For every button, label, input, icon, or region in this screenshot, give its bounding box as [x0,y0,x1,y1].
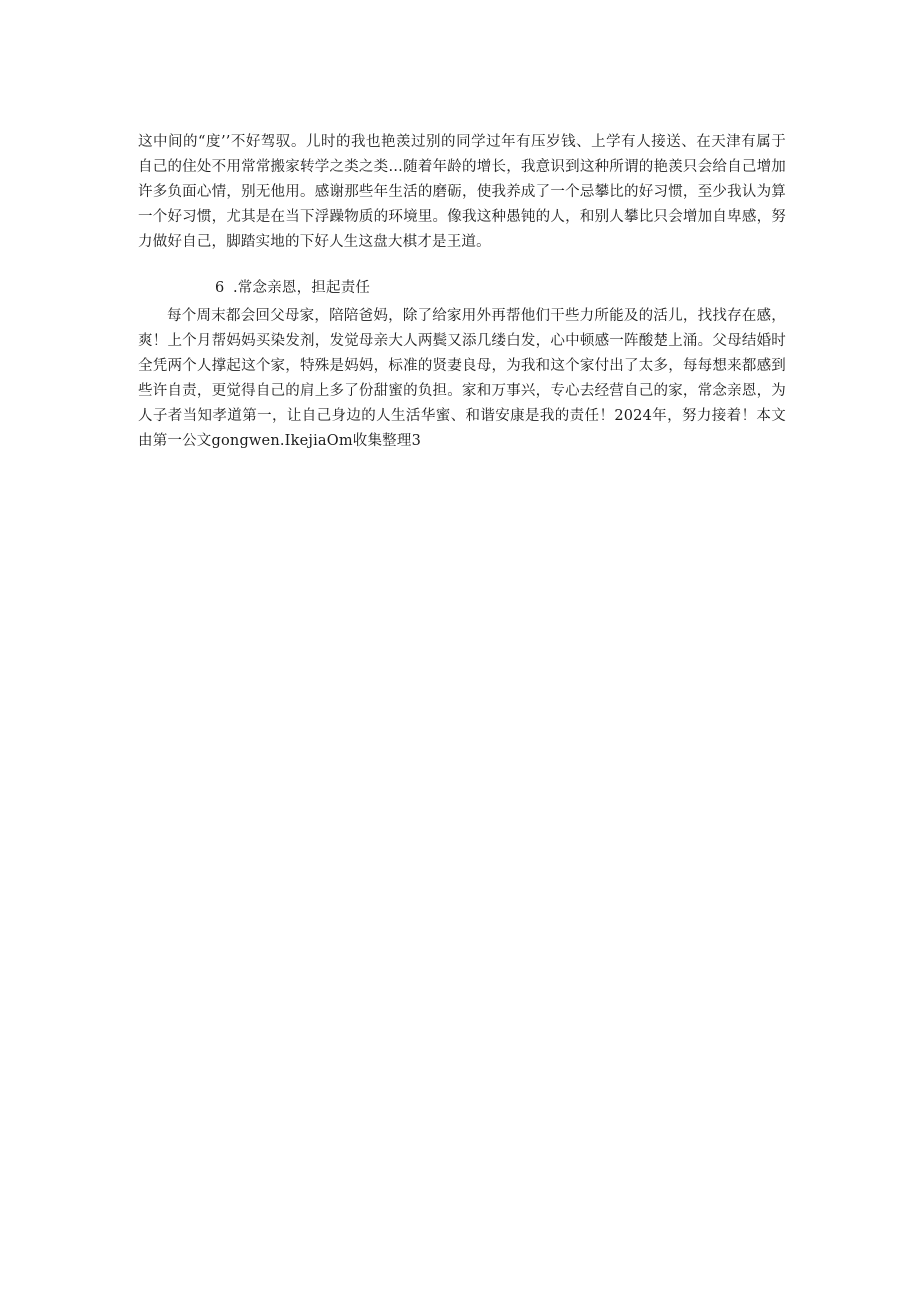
paragraph-filial-piety: 每个周末都会回父母家，陪陪爸妈，除了给家用外再帮他们干些力所能及的活儿，找找存在感，爽！上个月帮妈妈买染发剂，发觉母亲大人两鬓又添几缕白发，心中顿感一阵酸楚上涌。父母结婚时全凭两个人撑起这个家，特殊是妈妈，标准的贤妻良母，为我和这个家付出了太多，每每想来都感到些许自责，更觉得自己的肩上多了份甜蜜的负担。家和万事兴，专心去经营自己的家，常念亲恩，为人子者当知孝道第一，让自己身边的人生活华蜜、和谐安康是我的责任！2024年，努力接着！本文由第一公文gongwen.IkejiaOm收集整理3 [138,308,786,449]
paragraph-moderation: 这中间的“度’’不好驾驭。儿时的我也艳羡过别的同学过年有压岁钱、上学有人接送、在天津有属于自己的住处不用常常搬家转学之类之类…随着年龄的增长，我意识到这种所谓的艳羡只会给自己增加许多负面心情，别无他用。感谢那些年生活的磨砺，使我养成了一个忌攀比的好习惯，至少我认为算一个好习惯，尤其是在当下浮躁物质的环境里。像我这种愚钝的人，和别人攀比只会增加自卑感，努力做好自己，脚踏实地的下好人生这盘大棋才是王道。 [138,134,786,250]
section-number: 6 [215,280,225,296]
document-body [138,130,786,454]
section-title: .常念亲恩，担起责任 [233,280,371,296]
section-heading [138,276,786,301]
